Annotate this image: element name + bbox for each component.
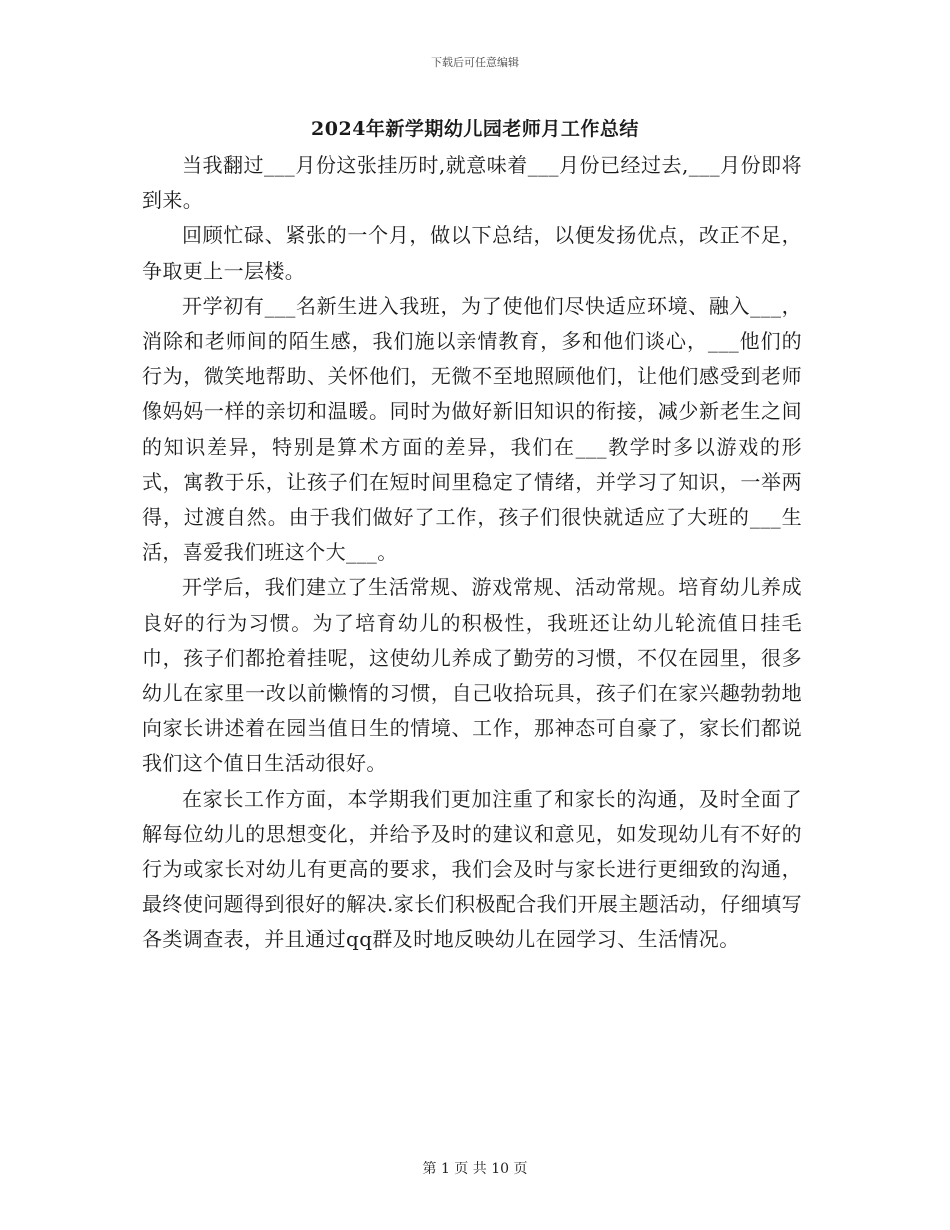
- document-body: [142, 148, 802, 958]
- paragraph-1: 当我翻过___月份这张挂历时,就意味着___月份已经过去,___月份即将到来。: [142, 153, 802, 213]
- document-title: 2024年新学期幼儿园老师月工作总结: [311, 118, 639, 140]
- paragraph-3: 开学初有___名新生进入我班，为了使他们尽快适应环境、融入___，消除和老师间的陌生感，我们施以亲情教育，多和他们谈心，___他们的行为，微笑地帮助、关怀他们，无微不至地照顾他们，让他们感受到老师像妈妈一样的亲切和温暖。同时为做好新旧知识的衔接，减少新老生之间的知识差异，特别是算术方面的差异，我们在___教学时多以游戏的形式，寓教于乐，让孩子们在短时间里稳定了情绪，并学习了知识，一举两得，过渡自然。由于我们做好了工作，孩子们很快就适应了大班的___生活，喜爱我们班这个大___。: [142, 293, 802, 565]
- page-number: 第 1 页 共 10 页: [422, 1161, 528, 1177]
- paragraph-2: 回顾忙碌、紧张的一个月，做以下总结，以便发扬优点，改正不足，争取更上一层楼。: [142, 223, 802, 283]
- paragraph-4: 开学后，我们建立了生活常规、游戏常规、活动常规。培育幼儿养成良好的行为习惯。为了培育幼儿的积极性，我班还让幼儿轮流值日挂毛巾，孩子们都抢着挂呢，这使幼儿养成了勤劳的习惯，不仅在园里，很多幼儿在家里一改以前懒惰的习惯，自己收拾玩具，孩子们在家兴趣勃勃地向家长讲述着在园当值日生的情境、工作，那神态可自豪了，家长们都说我们这个值日生活动很好。: [142, 575, 802, 776]
- header-note: 下载后可任意编辑: [431, 56, 519, 69]
- paragraph-5: 在家长工作方面，本学期我们更加注重了和家长的沟通，及时全面了解每位幼儿的思想变化，并给予及时的建议和意见，如发现幼儿有不好的行为或家长对幼儿有更高的要求，我们会及时与家长进行更细致的沟通，最终使问题得到很好的解决.家长们积极配合我们开展主题活动，仔细填写各类调查表，并且通过qq群及时地反映幼儿在园学习、生活情况。: [142, 786, 802, 952]
